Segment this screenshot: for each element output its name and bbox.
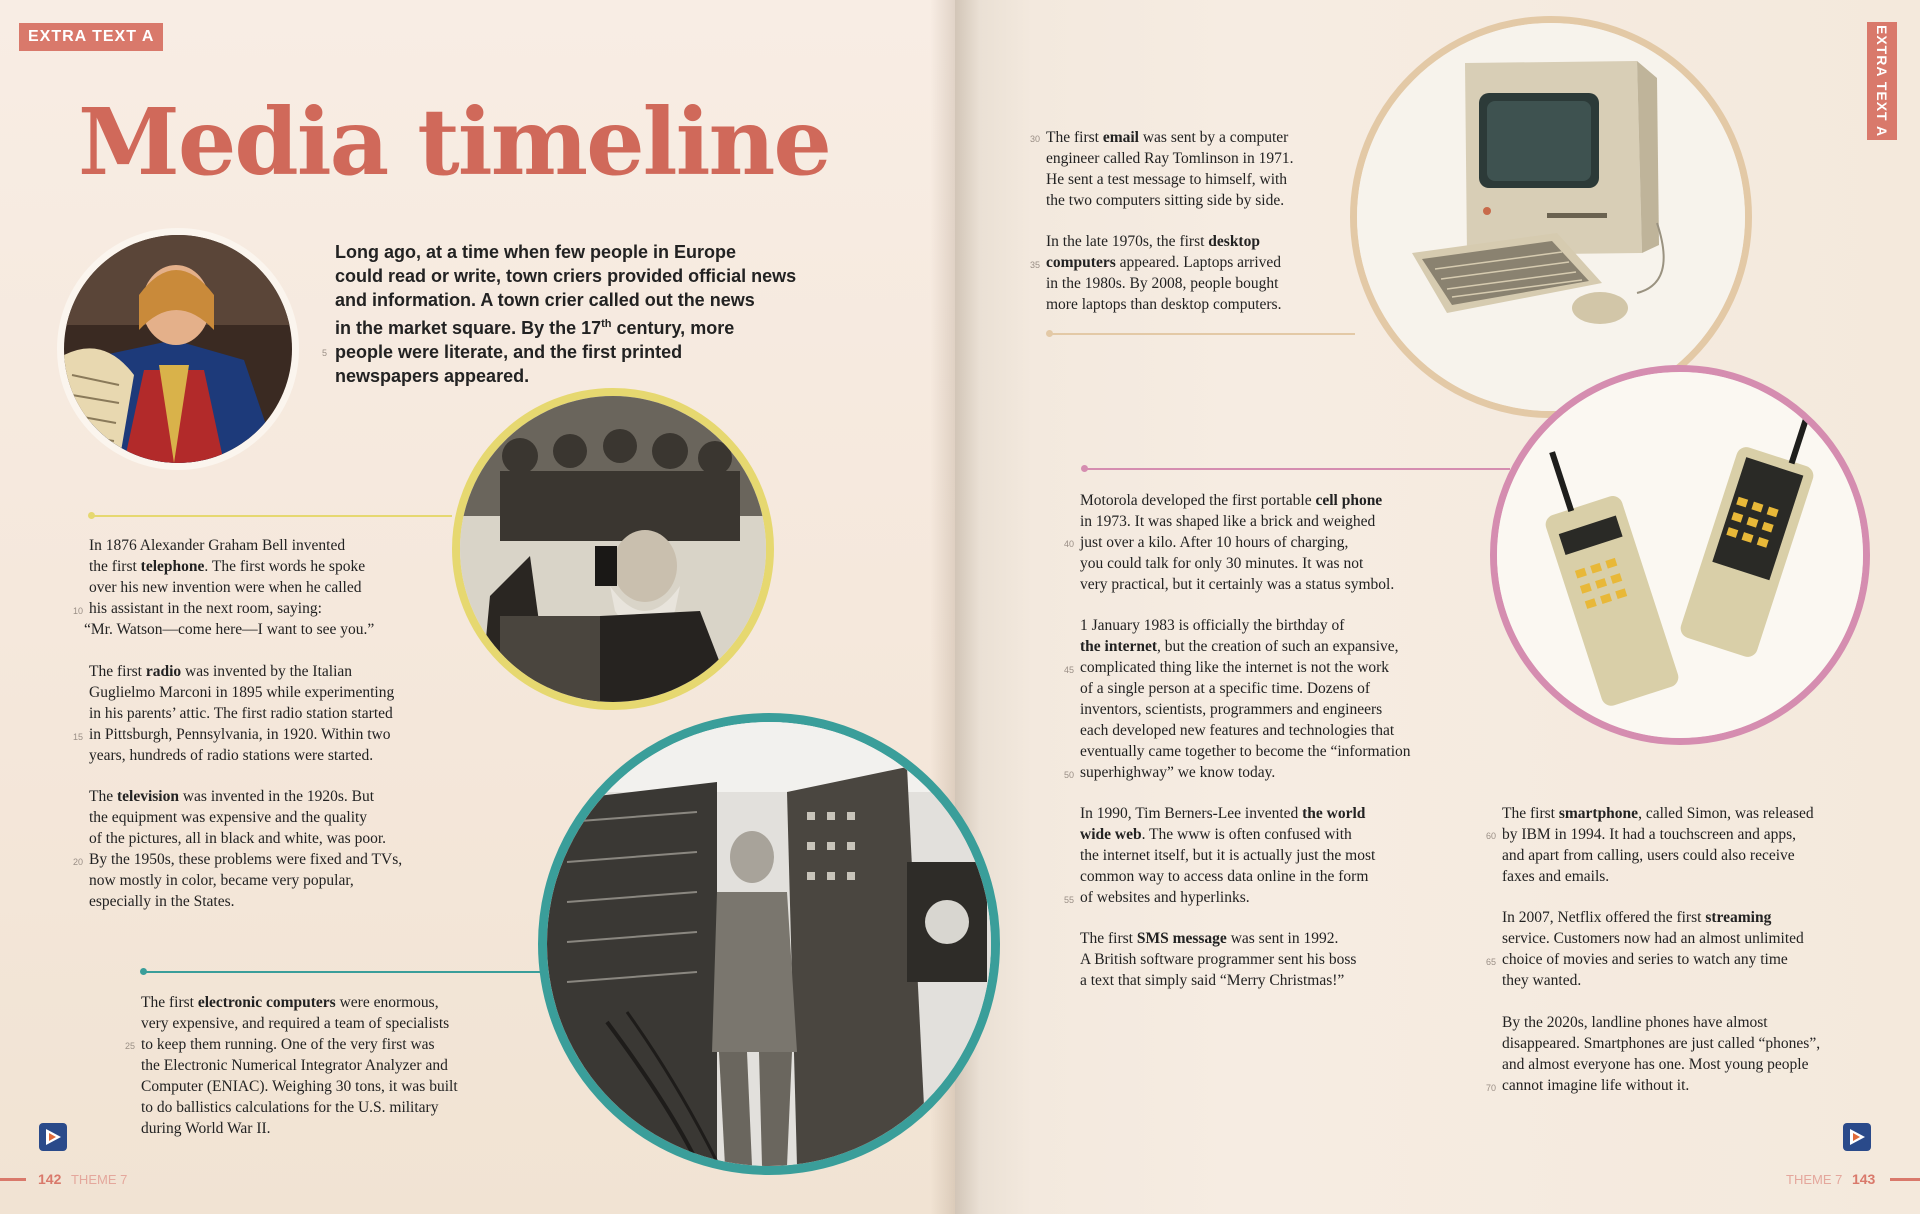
text-line: each developed new features and technologies that [1080, 722, 1395, 739]
text-line: his assistant in the next room, saying: [89, 600, 322, 617]
text-line: especially in the States. [89, 893, 235, 910]
text-line: The first radio was invented by the Italian [89, 663, 353, 680]
intro-line: Long ago, at a time when few people in Europe [335, 242, 737, 262]
text-line: The first SMS message was sent in 1992. [1080, 930, 1339, 947]
line-number: 70 [1486, 1083, 1497, 1093]
timeline-connector [1085, 468, 1510, 470]
text-line: Motorola developed the first portable cell phone [1080, 492, 1383, 509]
text-line: faxes and emails. [1502, 868, 1610, 885]
text-line: the two computers sitting side by side. [1046, 192, 1285, 209]
text-line: to do ballistics calculations for the U.S. military [141, 1099, 439, 1116]
text-line: just over a kilo. After 10 hours of charging, [1080, 534, 1349, 551]
email-text [1046, 127, 1346, 211]
theme-label: THEME 7 [1786, 1172, 1843, 1187]
footer-bar [0, 1178, 26, 1181]
text-line: service. Customers now had an almost unlimited [1502, 930, 1804, 947]
text-line: In the late 1970s, the first desktop [1046, 233, 1260, 250]
text-line: more laptops than desktop computers. [1046, 296, 1282, 313]
footer-right [1780, 1171, 1875, 1187]
smartphone-text [1502, 803, 1882, 887]
text-line: cannot imagine life without it. [1502, 1077, 1690, 1094]
text-line: by IBM in 1994. It had a touchscreen and apps, [1502, 826, 1797, 843]
text-line: In 1876 Alexander Graham Bell invented [89, 537, 346, 554]
text-line: common way to access data online in the form [1080, 868, 1369, 885]
page-title: Media timeline [78, 88, 830, 196]
text-line: over his new invention were when he called [89, 579, 362, 596]
line-number: 60 [1486, 831, 1497, 841]
line-number: 10 [73, 606, 84, 616]
extra-text-tag-left: EXTRA TEXT A [19, 23, 163, 51]
line-number: 15 [73, 732, 84, 742]
text-line: the first telephone. The first words he spoke [89, 558, 366, 575]
timeline-dot [140, 968, 147, 975]
text-line: the internet, but the creation of such an expansive, [1080, 638, 1399, 655]
text-line: and almost everyone has one. Most young people [1502, 1056, 1809, 1073]
cellphone-text [1080, 490, 1500, 595]
text-line: Computer (ENIAC). Weighing 30 tons, it was built [141, 1078, 458, 1095]
text-line: choice of movies and series to watch any time [1502, 951, 1788, 968]
timeline-connector [92, 515, 452, 517]
text-line: a text that simply said “Merry Christmas!” [1080, 972, 1345, 989]
text-line: superhighway” we know today. [1080, 764, 1276, 781]
text-line: of a single person at a specific time. Dozens of [1080, 680, 1371, 697]
text-line: In 2007, Netflix offered the first streaming [1502, 909, 1772, 926]
text-line: in the 1980s. By 2008, people bought [1046, 275, 1279, 292]
text-line: computers appeared. Laptops arrived [1046, 254, 1282, 271]
line-number: 5 [322, 348, 328, 358]
intro-paragraph [335, 240, 805, 388]
text-line: of websites and hyperlinks. [1080, 889, 1250, 906]
timeline-dot [88, 512, 95, 519]
text-line: now mostly in color, became very popular, [89, 872, 354, 889]
intro-line: could read or write, town criers provided official news [335, 266, 797, 286]
text-line: very practical, but it certainly was a status symbol. [1080, 576, 1395, 593]
line-number: 55 [1064, 895, 1075, 905]
internet-text [1080, 615, 1500, 783]
radio-text [89, 661, 469, 766]
text-line: The first email was sent by a computer [1046, 129, 1289, 146]
text-line: the equipment was expensive and the quality [89, 809, 368, 826]
telephone-photo [452, 388, 774, 710]
desktop-text [1046, 231, 1346, 315]
page-number: 142 [38, 1171, 62, 1187]
text-line: they wanted. [1502, 972, 1582, 989]
eniac-photo [538, 713, 1000, 1175]
line-number: 30 [1030, 134, 1041, 144]
text-line: A British software programmer sent his boss [1080, 951, 1357, 968]
sms-text [1080, 928, 1480, 991]
text-line: in Pittsburgh, Pennsylvania, in 1920. Within two [89, 726, 391, 743]
text-line: In 1990, Tim Berners-Lee invented the world [1080, 805, 1366, 822]
town-crier-photo [57, 228, 299, 470]
television-text [89, 786, 469, 912]
cell-phone-photo [1490, 365, 1870, 745]
line-number: 25 [125, 1041, 136, 1051]
intro-line: in the market square. By the 17th century, more [335, 318, 735, 338]
www-text [1080, 803, 1480, 908]
text-line: eventually came together to become the “information [1080, 743, 1411, 760]
theme-label: THEME 7 [70, 1172, 128, 1187]
text-line: Guglielmo Marconi in 1895 while experimenting [89, 684, 395, 701]
line-number: 50 [1064, 770, 1075, 780]
intro-line: and information. A town crier called out the news [335, 290, 755, 310]
intro-line: people were literate, and the first printed [335, 342, 683, 362]
telephone-text [84, 535, 469, 640]
text-line: the Electronic Numerical Integrator Analyzer and [141, 1057, 448, 1074]
text-line: By the 1950s, these problems were fixed and TVs, [89, 851, 403, 868]
text-line: inventors, scientists, programmers and engineers [1080, 701, 1383, 718]
timeline-connector [1050, 333, 1355, 335]
text-line: disappeared. Smartphones are just called “phones”, [1502, 1035, 1821, 1052]
text-line: in 1973. It was shaped like a brick and weighed [1080, 513, 1376, 530]
line-number: 40 [1064, 539, 1075, 549]
video-play-icon[interactable] [38, 1122, 68, 1152]
text-line: “Mr. Watson—come here—I want to see you.” [84, 621, 375, 638]
text-line: the internet itself, but it is actually just the most [1080, 847, 1376, 864]
text-line: and apart from calling, users could also receive [1502, 847, 1795, 864]
text-line: The television was invented in the 1920s. But [89, 788, 375, 805]
extra-text-tag-right: EXTRA TEXT A [1867, 22, 1897, 140]
line-number: 35 [1030, 260, 1041, 270]
footer-left [38, 1171, 133, 1187]
timeline-dot [1081, 465, 1088, 472]
footer-bar [1890, 1178, 1920, 1181]
macintosh-photo [1350, 16, 1752, 418]
text-line: By the 2020s, landline phones have almost [1502, 1014, 1768, 1031]
text-line: you could talk for only 30 minutes. It was not [1080, 555, 1364, 572]
text-line: during World War II. [141, 1120, 271, 1137]
text-line: The first smartphone, called Simon, was released [1502, 805, 1814, 822]
line-number: 45 [1064, 665, 1075, 675]
text-line: The first electronic computers were enormous, [141, 994, 439, 1011]
text-line: very expensive, and required a team of specialists [141, 1015, 450, 1032]
text-line: to keep them running. One of the very first was [141, 1036, 435, 1053]
text-line: 1 January 1983 is officially the birthday of [1080, 617, 1345, 634]
text-line: He sent a test message to himself, with [1046, 171, 1288, 188]
video-play-icon[interactable] [1842, 1122, 1872, 1152]
intro-line: newspapers appeared. [335, 366, 530, 386]
timeline-connector [144, 971, 544, 973]
timeline-dot [1046, 330, 1053, 337]
phones-text [1502, 1012, 1892, 1096]
streaming-text [1502, 907, 1882, 991]
line-number: 65 [1486, 957, 1497, 967]
computers-text [141, 992, 541, 1139]
text-line: years, hundreds of radio stations were started. [89, 747, 374, 764]
text-line: wide web. The www is often confused with [1080, 826, 1352, 843]
text-line: of the pictures, all in black and white, was poor. [89, 830, 387, 847]
page-number: 143 [1851, 1171, 1876, 1187]
text-line: in his parents’ attic. The first radio station started [89, 705, 393, 722]
text-line: complicated thing like the internet is not the work [1080, 659, 1390, 676]
line-number: 20 [73, 857, 84, 867]
text-line: engineer called Ray Tomlinson in 1971. [1046, 150, 1294, 167]
